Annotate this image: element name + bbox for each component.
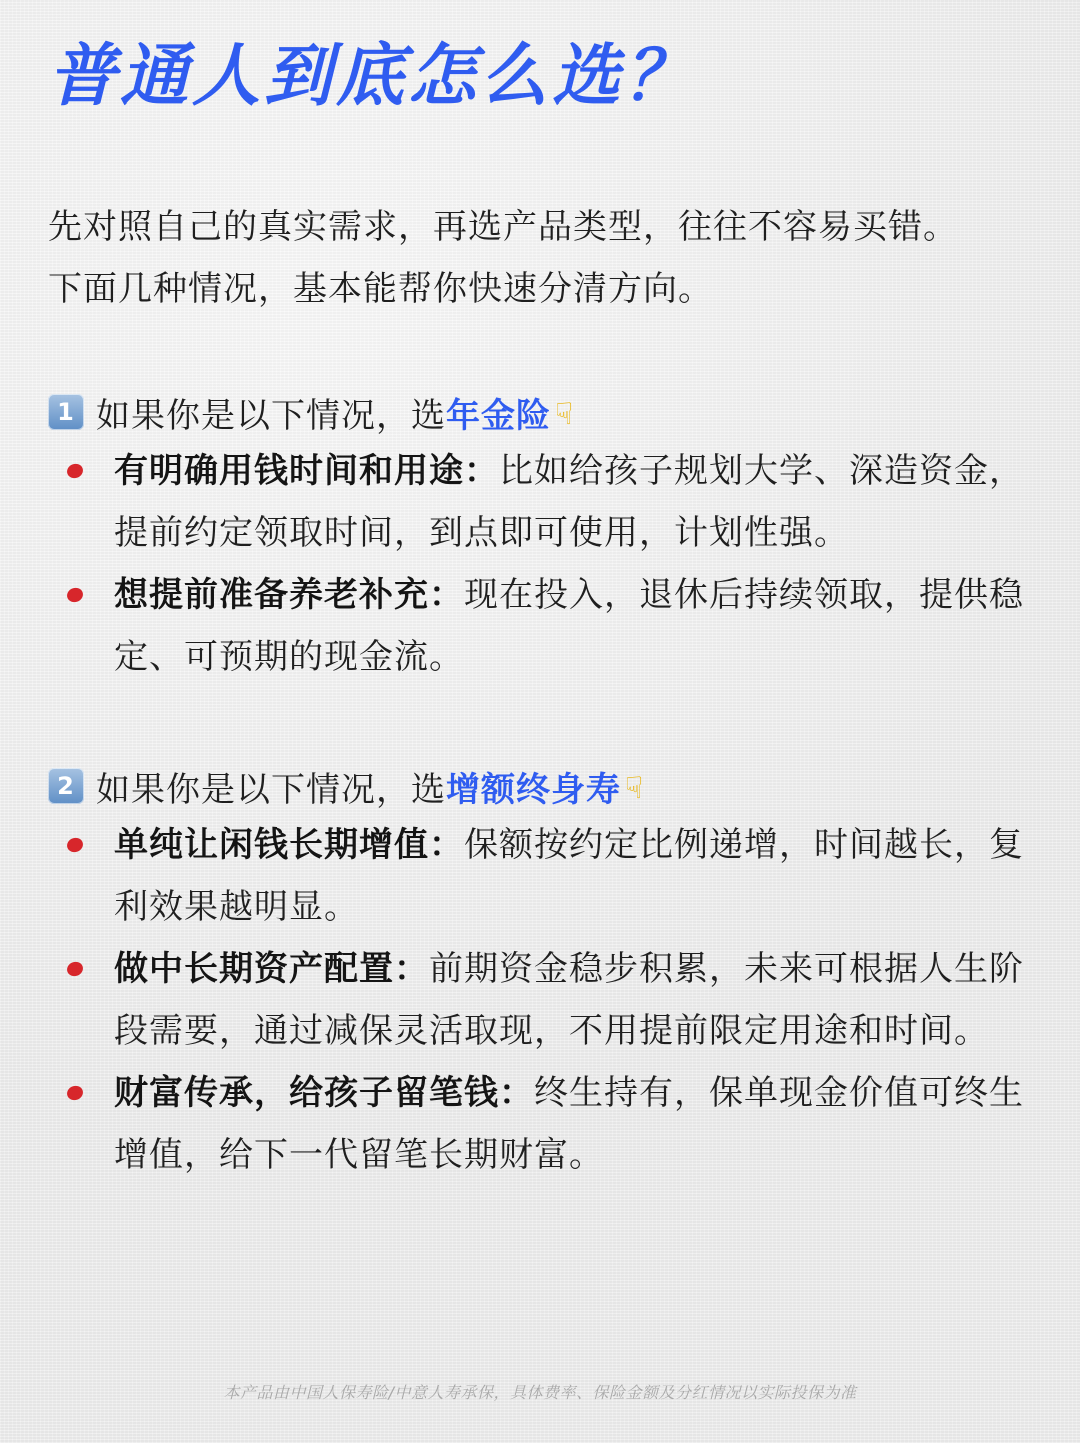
point-down-icon: ☟ — [625, 770, 645, 806]
red-bullet-icon — [65, 462, 85, 481]
item-text: 终生持有，保单现金价值可终生增值，给下一代留笔长期财富。 — [114, 1073, 1024, 1175]
list-item — [48, 564, 1038, 688]
list-item — [48, 814, 1038, 938]
section-lead: 如果你是以下情况，选 — [96, 769, 446, 810]
red-bullet-icon — [65, 960, 85, 979]
disclaimer: 本产品由中国人保寿险/中意人寿承保，具体费率、保险金额及分红情况以实际投保为准 — [223, 1383, 857, 1402]
item-heading: 财富传承，给孩子留笔钱： — [114, 1073, 534, 1113]
section-lead: 如果你是以下情况，选 — [96, 395, 446, 436]
list-item — [48, 440, 1038, 564]
intro-line: 下面几种情况，基本能帮你快速分清方向。 — [48, 269, 713, 309]
item-text: 前期资金稳步积累，未来可根据人生阶段需要，通过减保灵活取现，不用提前限定用途和时间。 — [114, 949, 1024, 1051]
section-whole-life — [48, 758, 1038, 1186]
section-heading — [48, 758, 1038, 814]
bullet-list — [48, 440, 1038, 688]
number-two-badge-icon: 2 — [48, 768, 84, 804]
section-heading — [48, 384, 1038, 440]
list-item — [48, 938, 1038, 1062]
item-heading: 想提前准备养老补充： — [114, 575, 464, 615]
section-annuity — [48, 384, 1038, 688]
item-text: 现在投入，退休后持续领取，提供稳定、可预期的现金流。 — [114, 575, 1024, 677]
bullet-list — [48, 814, 1038, 1186]
red-bullet-icon — [65, 836, 85, 855]
red-bullet-icon — [65, 586, 85, 605]
number-one-badge-icon: 1 — [48, 394, 84, 430]
item-heading: 有明确用钱时间和用途： — [114, 451, 499, 491]
intro-line: 先对照自己的真实需求，再选产品类型，往往不容易买错。 — [48, 207, 958, 247]
intro-paragraph — [48, 196, 1038, 320]
item-heading: 单纯让闲钱长期增值： — [114, 825, 464, 865]
product-name: 增额终身寿 — [446, 769, 621, 810]
page-title: 普通人到底怎么选？ — [48, 37, 697, 116]
product-name: 年金险 — [446, 395, 551, 436]
item-text: 保额按约定比例递增，时间越长，复利效果越明显。 — [114, 825, 1024, 927]
list-item — [48, 1062, 1038, 1186]
item-text: 比如给孩子规划大学、深造资金，提前约定领取时间，到点即可使用，计划性强。 — [114, 451, 1024, 553]
item-heading: 做中长期资产配置： — [114, 949, 429, 989]
point-down-icon: ☟ — [555, 396, 575, 432]
red-bullet-icon — [65, 1084, 85, 1103]
